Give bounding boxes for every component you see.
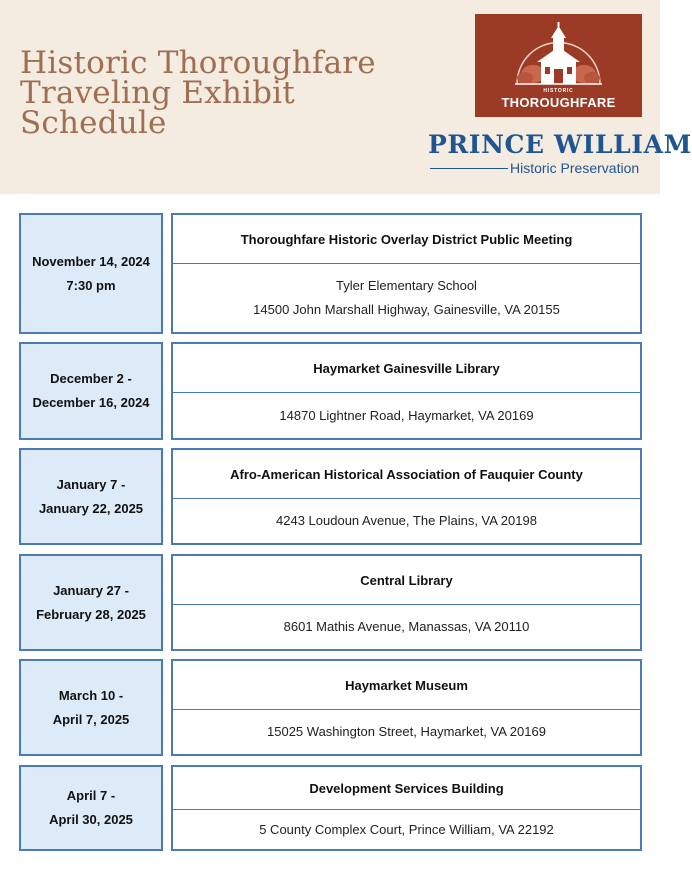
page-title xyxy=(20,45,376,141)
title-line: Traveling Exhibit xyxy=(20,75,295,111)
address-line: 14500 John Marshall Highway, Gainesville, VA 20155 xyxy=(253,302,560,317)
date-line: April 7 - xyxy=(66,788,116,803)
date-line: March 10 - xyxy=(58,687,124,703)
date-line: April 7, 2025 xyxy=(52,711,130,727)
schedule-row xyxy=(19,765,642,851)
address-line: 15025 Washington Street, Haymarket, VA 20169 xyxy=(267,724,546,739)
date-line: November 14, 2024 xyxy=(32,253,150,269)
date-line: 7:30 pm xyxy=(66,277,116,293)
location-address xyxy=(173,499,640,543)
location-address xyxy=(173,264,640,332)
location-name: Haymarket Gainesville Library xyxy=(173,344,640,393)
info-cell xyxy=(171,765,642,851)
location-name: Haymarket Museum xyxy=(173,661,640,710)
date-cell xyxy=(19,342,163,440)
logo-small-text: HISTORIC xyxy=(543,88,574,94)
location-address xyxy=(173,393,640,438)
date-cell xyxy=(19,765,163,851)
date-line: January 27 - xyxy=(53,582,129,598)
address-line: 4243 Loudoun Avenue, The Plains, VA 20198 xyxy=(276,513,537,528)
schedule-row xyxy=(19,342,642,440)
location-address xyxy=(173,710,640,754)
org-name: PRINCE WILLIAM xyxy=(428,130,692,159)
title-line: Schedule xyxy=(20,105,167,141)
location-name: Afro-American Historical Association of Fauquier County xyxy=(173,450,640,499)
location-address xyxy=(173,605,640,649)
org-divider xyxy=(430,168,508,169)
info-cell xyxy=(171,448,642,545)
date-line: January 22, 2025 xyxy=(38,500,144,516)
date-cell xyxy=(19,554,163,651)
title-line: Historic Thoroughfare xyxy=(20,45,376,81)
address-line: 5 County Complex Court, Prince William, VA 22192 xyxy=(259,821,554,837)
info-cell xyxy=(171,659,642,756)
schedule-row xyxy=(19,659,642,756)
schedule-row xyxy=(19,213,642,334)
thoroughfare-logo xyxy=(475,14,642,117)
location-name: Thoroughfare Historic Overlay District Public Meeting xyxy=(173,215,640,264)
address-line: 8601 Mathis Avenue, Manassas, VA 20110 xyxy=(283,619,530,634)
logo-big-text: THOROUGHFARE xyxy=(501,95,616,110)
date-line: December 16, 2024 xyxy=(32,395,150,410)
date-line: April 30, 2025 xyxy=(49,812,133,827)
address-line: Tyler Elementary School xyxy=(336,278,477,293)
address-line: 14870 Lightner Road, Haymarket, VA 20169 xyxy=(279,407,534,423)
date-cell xyxy=(19,659,163,756)
location-name: Development Services Building xyxy=(173,767,640,810)
info-cell xyxy=(171,213,642,334)
date-cell xyxy=(19,448,163,545)
info-cell xyxy=(171,342,642,440)
date-line: February 28, 2025 xyxy=(36,606,146,622)
date-line: December 2 - xyxy=(50,371,132,386)
org-subtitle: Historic Preservation xyxy=(510,160,640,176)
schedule-row xyxy=(19,554,642,651)
schedule-row xyxy=(19,448,642,545)
info-cell xyxy=(171,554,642,651)
location-name: Central Library xyxy=(173,556,640,605)
location-address xyxy=(173,810,640,849)
date-line: January 7 - xyxy=(56,476,126,492)
header-banner xyxy=(0,0,692,194)
date-cell xyxy=(19,213,163,334)
